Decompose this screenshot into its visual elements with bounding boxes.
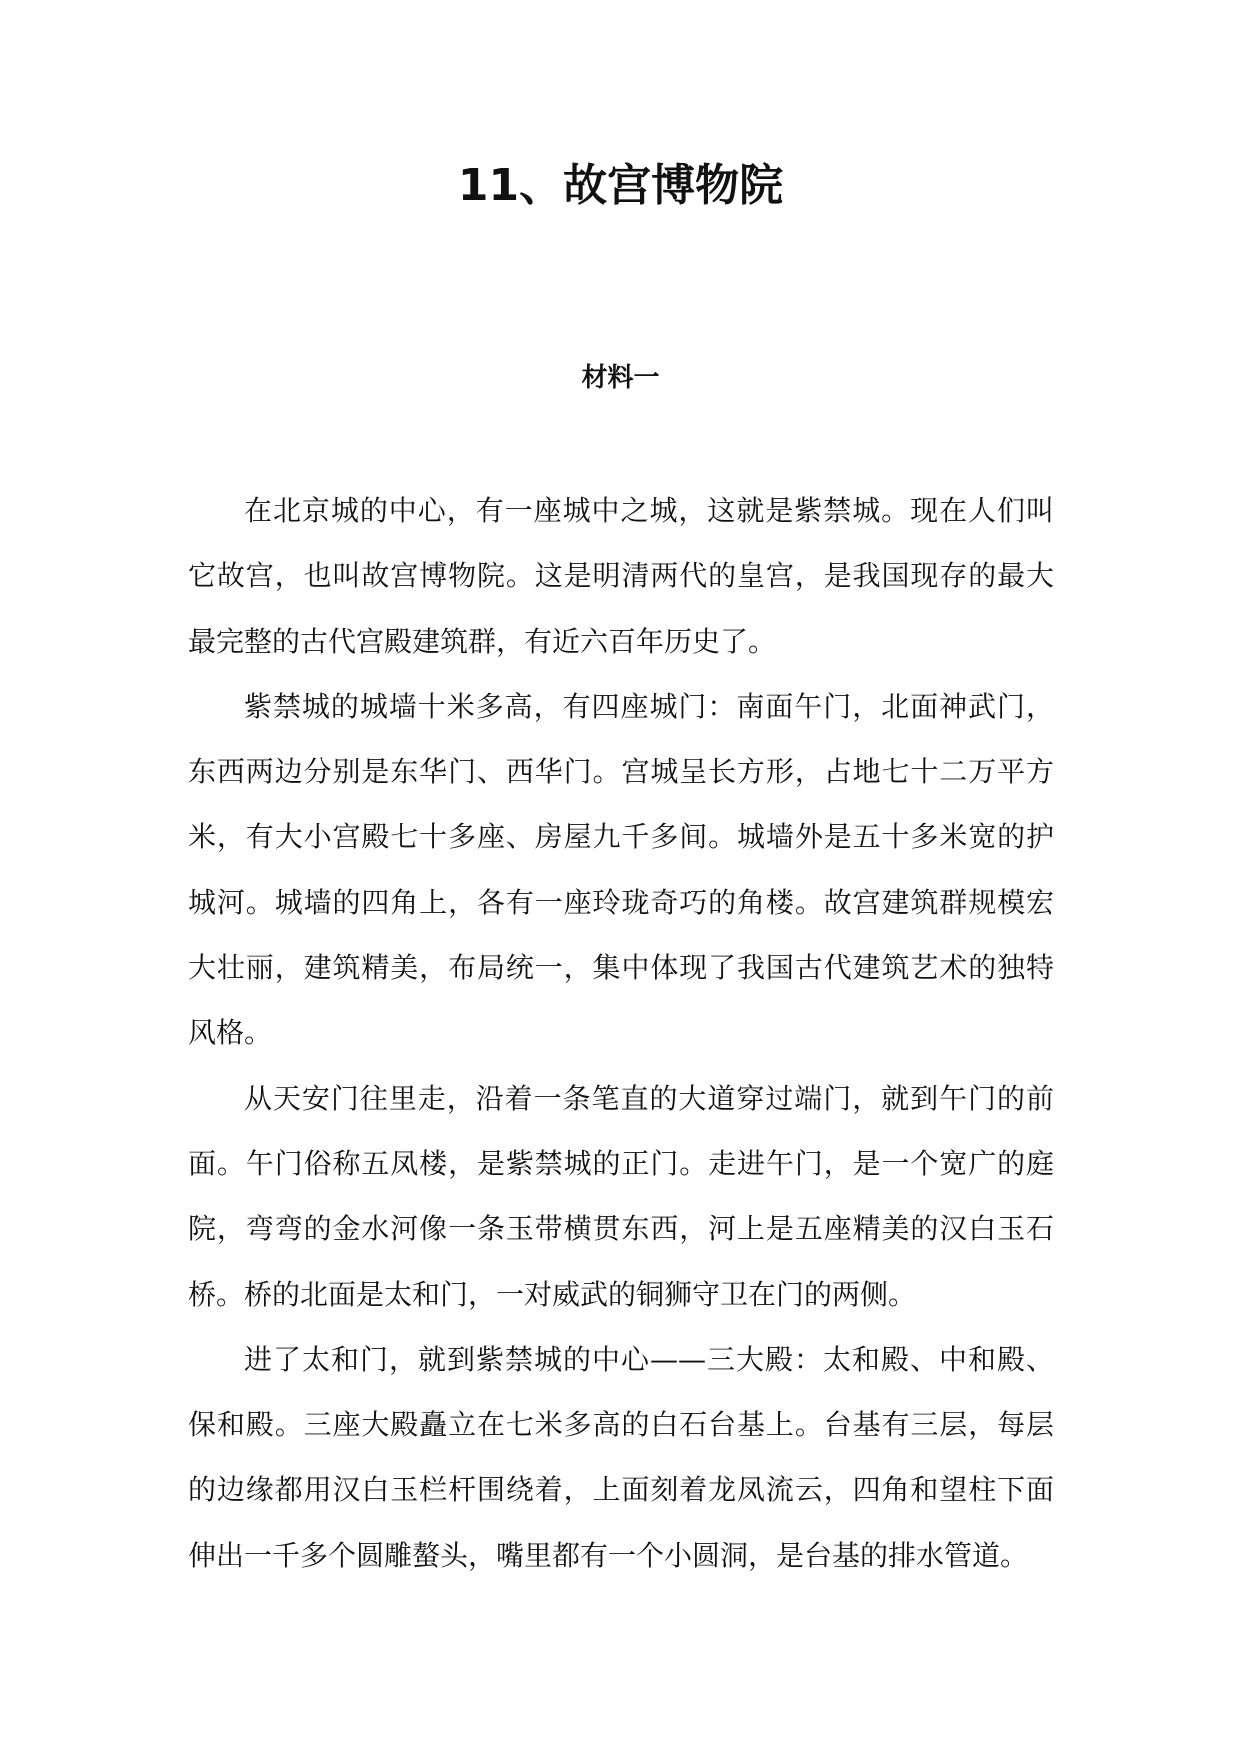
- paragraph: 在北京城的中心，有一座城中之城，这就是紫禁城。现在人们叫它故宫，也叫故宫博物院。这是明清两代的皇宫，是我国现存的最大最完整的古代宫殿建筑群，有近六百年历史了。: [188, 494, 1054, 658]
- paragraph: 从天安门往里走，沿着一条笔直的大道穿过端门，就到午门的前面。午门俗称五凤楼，是紫禁城的正门。走进午门，是一个宽广的庭院，弯弯的金水河像一条玉带横贯东西，河上是五座精美的汉白玉石桥。桥的北面是太和门，一对威武的铜狮守卫在门的两侧。: [188, 1081, 1054, 1311]
- body-text: [188, 478, 1054, 1588]
- paragraph: 紫禁城的城墙十米多高，有四座城门：南面午门，北面神武门，东西两边分别是东华门、西华门。宫城呈长方形，占地七十二万平方米，有大小宫殿七十多座、房屋九千多间。城墙外是五十多米宽的护城河。城墙的四角上，各有一座玲珑奇巧的角楼。故宫建筑群规模宏大壮丽，建筑精美，布局统一，集中体现了我国古代建筑艺术的独特风格。: [188, 689, 1054, 1050]
- section-heading: 材料一: [581, 363, 660, 393]
- page-title: 11、故宫博物院: [457, 160, 784, 211]
- paragraph: 进了太和门，就到紫禁城的中心——三大殿：太和殿、中和殿、保和殿。三座大殿矗立在七米多高的白石台基上。台基有三层，每层的边缘都用汉白玉栏杆围绕着，上面刻着龙凤流云，四角和望柱下面伸出一千多个圆雕螯头，嘴里都有一个小圆洞，是台基的排水管道。: [188, 1342, 1054, 1572]
